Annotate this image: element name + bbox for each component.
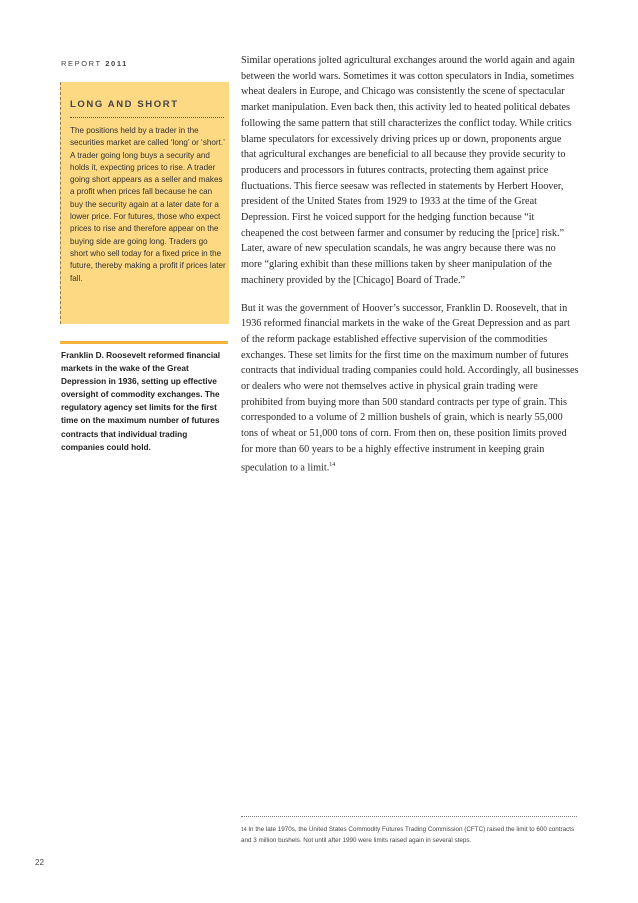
main-paragraph-2 — [241, 301, 579, 476]
footnote-number: 14 — [241, 827, 247, 833]
footnote-divider — [241, 816, 577, 817]
sidebar-body: The positions held by a trader in the securities market are called ‘long’ or ‘short.’ A trader going long buys a security and holds it, expecting prices to rise. A trader going short appears as a seller and makes a profit when prices fall because he can buy the security again at a later date for a lower price. For futures, those who expect prices to rise and therefore appear on the buying side are going long. Traders go short who sell today for a fixed price in the future, thereby making a profit if prices later fall. — [70, 126, 226, 283]
report-label — [61, 59, 128, 68]
sidebar-box-long-and-short — [60, 82, 229, 324]
footnote-reference: 14 — [329, 461, 336, 468]
report-word: REPORT — [61, 59, 102, 68]
footnote — [241, 825, 581, 846]
report-year: 2011 — [105, 59, 128, 68]
sidebar-title: LONG AND SHORT — [70, 99, 179, 110]
sidebar-divider — [70, 117, 224, 118]
main-paragraph-1: Similar operations jolted agricultural exchanges around the world again and again between the world wars. Sometimes it was cotton speculators in India, sometimes wheat dealers in Europe, and Chicago was consistently the scene of spectacular market manipulation. Even back then, this activity led to heated political debates following the same pattern that still characterizes the conflict today. While critics blame speculators for excessively driving prices up or down, proponents argue that agricultural exchanges are beneficial to all because they provide security to producers and processors in futures contracts, protecting them against price fluctuations. This fierce seesaw was reflected in statements by Herbert Hoover, president of the United States from 1929 to 1933 at the time of the Great Depression. First he voiced support for the hedging function because “it cheapened the cost between farmer and consumer by reducing the [price] risk.” Later, aware of new speculation scandals, he was angry because there was no more “glaring exhibit than these millions taken by sheer manipulation of the machinery provided by the [Chicago] Board of Trade.” — [241, 55, 575, 286]
footnote-text: In the late 1970s, the United States Commodity Futures Trading Commission (CFTC) raised the limit to 600 contracts and 3 million bushels. Not until after 1990 were limits raised again in several steps. — [241, 826, 575, 844]
caption-divider — [60, 341, 228, 344]
main-paragraph-2-text: But it was the government of Hoover’s successor, Franklin D. Roosevelt, that in 1936 reformed financial markets in the wake of the Great Depression and as part of the reform package established effective supervision of the commodities exchanges. These set limits for the first time on the maximum number of futures contracts that individual trading companies could hold. Accordingly, all businesses or dealers who were not themselves active in physical grain trading were prohibited from buying more than 500 standard contracts per type of grain. This corresponded to a volume of 2 million bushels of grain, which is nearly 55,000 tons of wheat or 51,000 tons of corn. From then on, these position limits proved for more than 60 years to be a highly effective instrument in keeping grain speculation to a limit. — [241, 302, 579, 473]
caption-text: Franklin D. Roosevelt reformed financial markets in the wake of the Great Depression in 1936, setting up effective oversight of commodity exchanges. The regulatory agency set limits for the first time on the maximum number of futures contracts that individual trading companies could hold. — [61, 350, 221, 452]
main-text-column — [241, 53, 579, 488]
page-number: 22 — [35, 858, 44, 867]
